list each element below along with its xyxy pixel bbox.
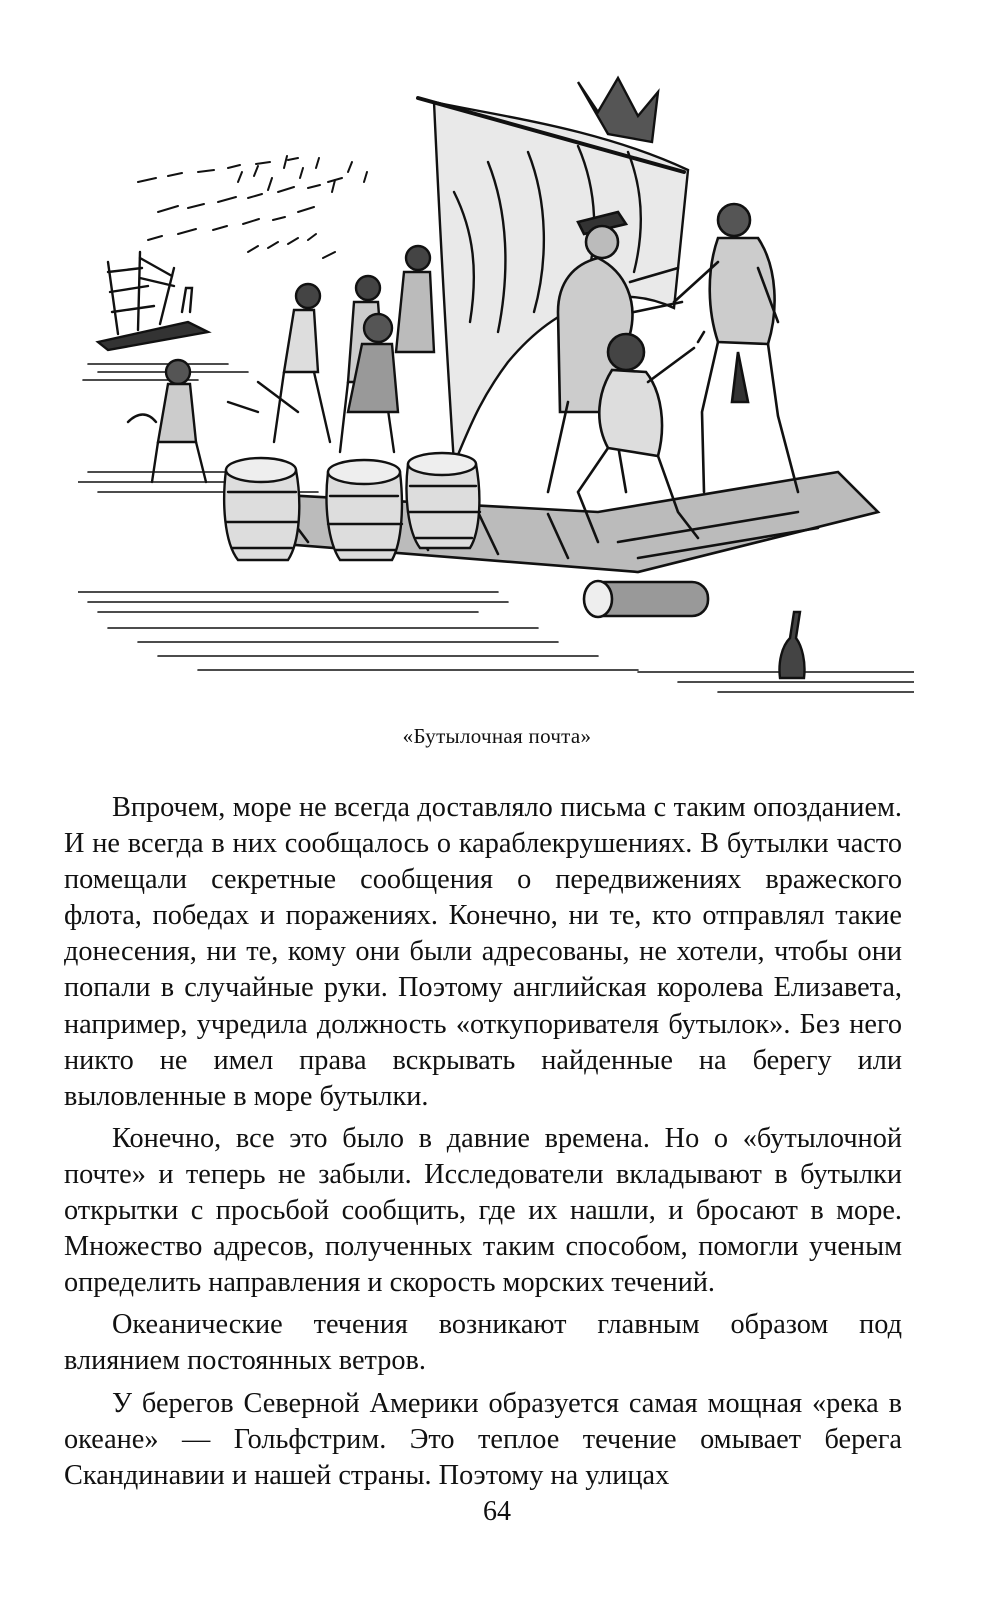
paragraph: Океанические течения возникают главным образом под влиянием постоянных ветров. — [64, 1309, 902, 1377]
crowd-figures — [128, 246, 434, 482]
article-body — [64, 790, 902, 1500]
paragraph: Конечно, все это было в давние времена. Но о «бутылочной почте» и теперь не забыли. Исследователи вкладывают в бутылки открытки с просьбой сообщить, где их нашли, и бросают в море. Множество адресов, полученных таким способом, помогли ученым определить направления и скорость морских течений. — [64, 1122, 902, 1299]
barrels — [224, 453, 480, 560]
page-number: 64 — [483, 1496, 511, 1527]
paragraph: У берегов Северной Америки образуется самая мощная «река в океане» — Гольфстрим. Это теплое течение омывает берега Скандинавии и нашей страны. Поэтому на улицах — [64, 1387, 902, 1491]
bottle-mail-illustration — [78, 72, 914, 700]
paragraph: Впрочем, море не всегда доставляло письма с таким опозданием. И не всегда в них сообщалось о караблекрушениях. В бутылки часто помещали секретные сообщения о передвижениях вражеского флота, победах и поражениях. Конечно, ни те, кто отправлял такие донесения, ни те, кому они были адресованы, не хотели, чтобы они попали в случайные руки. Поэтому английская королева Елизавета, например, учредила должность «откупоривателя бутылок». Без него никто не имел права вскрывать найденные на берегу или выловленные в море бутылки. — [64, 792, 902, 1112]
illustration-caption: «Бутылочная почта» — [402, 724, 592, 748]
bottle — [779, 612, 804, 678]
sinking-ship — [98, 252, 208, 350]
sky-hatching — [138, 156, 367, 258]
